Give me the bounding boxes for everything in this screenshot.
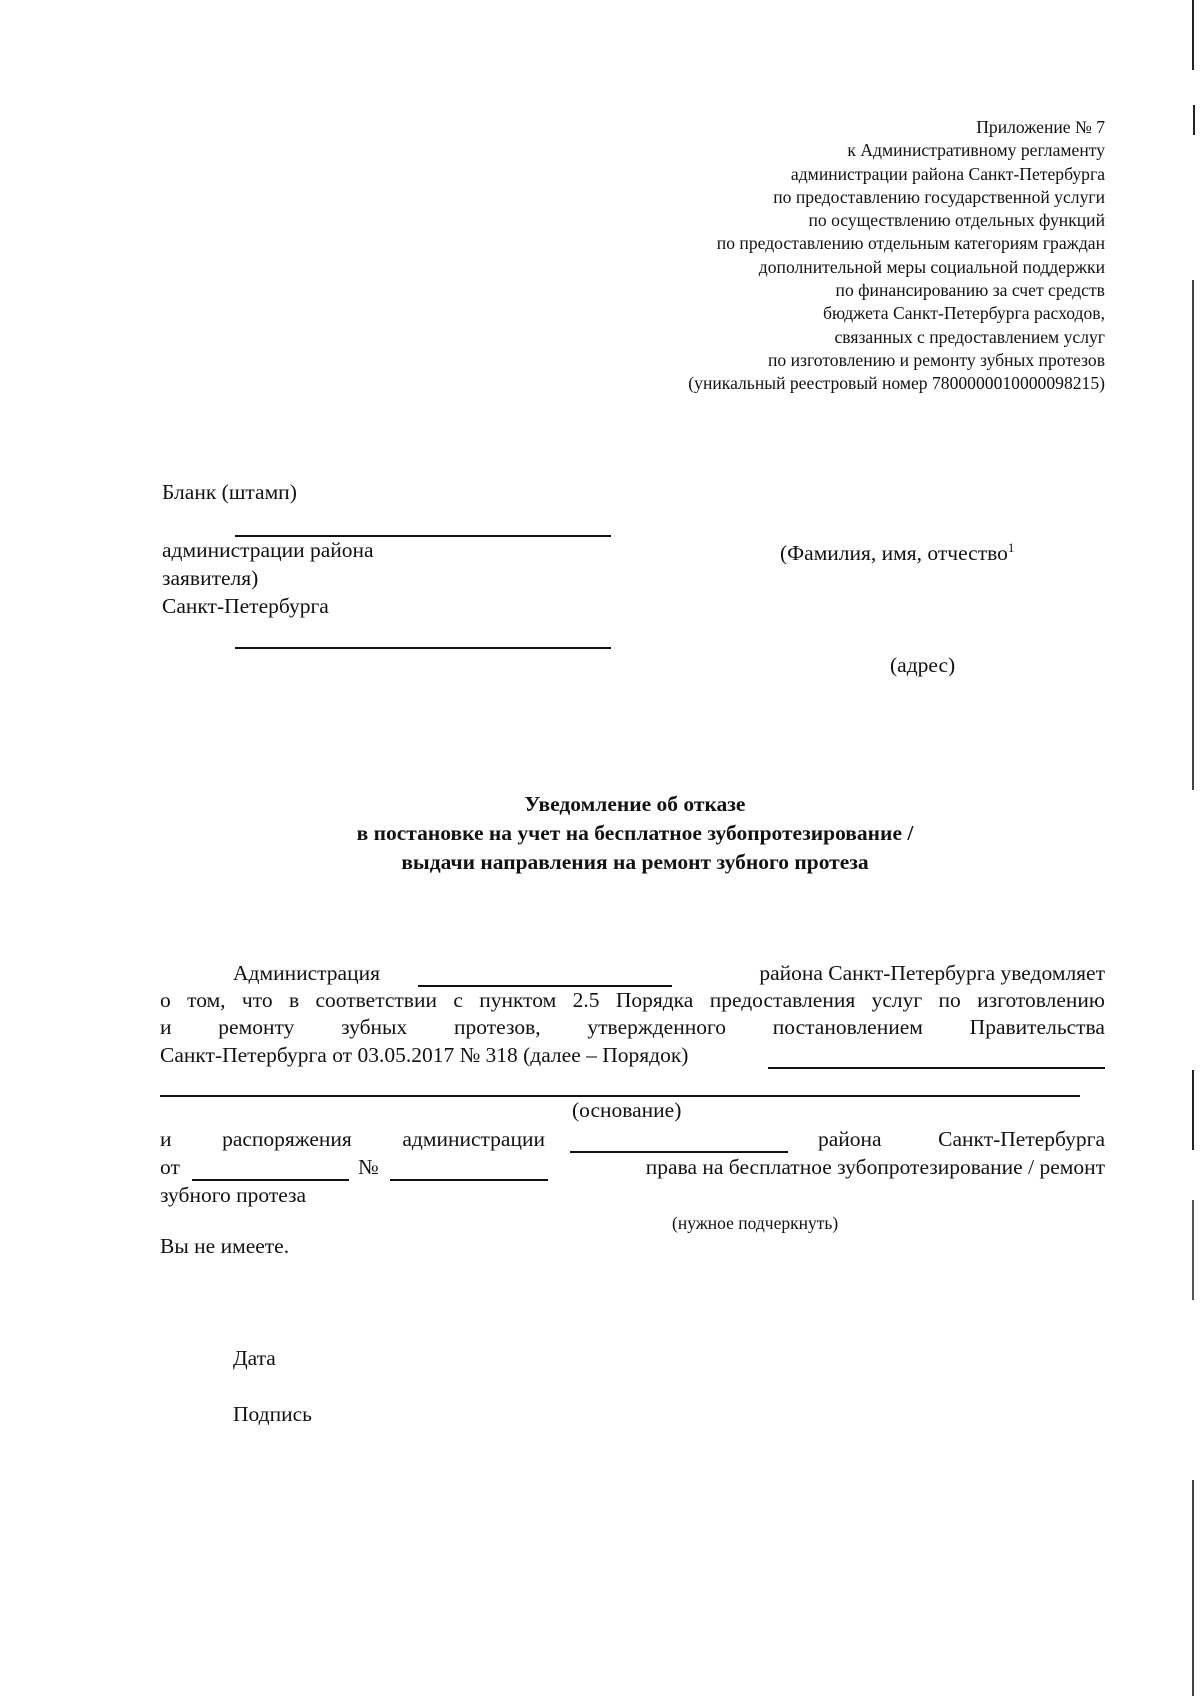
underline-note: (нужное подчеркнуть) xyxy=(672,1213,839,1233)
scan-edge-mark xyxy=(1193,105,1195,135)
appendix-line: по предоставлению отдельным категориям граждан xyxy=(716,233,1105,254)
stamp-line-top xyxy=(235,535,611,537)
title-line-1: Уведомление об отказе xyxy=(524,792,746,816)
scan-edge-mark xyxy=(1192,0,1194,70)
body-word: постановлением xyxy=(772,1015,923,1039)
recipient-address: (адрес) xyxy=(890,653,956,677)
body-line-5-left xyxy=(160,1127,545,1152)
body-line-5-right xyxy=(818,1127,1105,1152)
recipient-fio-text: (Фамилия, имя, отчество xyxy=(780,541,1008,566)
city-label: Санкт-Петербурга xyxy=(162,594,329,618)
admin-order-blank xyxy=(570,1151,788,1153)
body-word: района xyxy=(818,1127,882,1151)
body-line-7: зубного протеза xyxy=(160,1183,307,1207)
appendix-line: дополнительной меры социальной поддержки xyxy=(758,256,1105,277)
body-line-2: о том, что в соответствии с пунктом 2.5 Порядка предоставления услуг по изготовлению xyxy=(160,988,1105,1012)
body-word: протезов, xyxy=(454,1015,541,1039)
appendix-line: по предоставлению государственной услуги xyxy=(773,186,1105,207)
number-blank xyxy=(390,1179,548,1181)
body-number-sign: № xyxy=(358,1155,379,1179)
scan-edge-mark xyxy=(1192,1200,1194,1300)
scan-edge-mark xyxy=(1192,1480,1194,1696)
order-blank xyxy=(768,1067,1105,1069)
appendix-line: связанных с предоставлением услуг xyxy=(834,326,1105,347)
body-rights-text: права на бесплатное зубопротезирование / ремонт xyxy=(645,1155,1105,1179)
body-word: и xyxy=(160,1015,172,1039)
notice-title xyxy=(160,790,1110,877)
appendix-header xyxy=(545,116,1105,396)
body-from: от xyxy=(160,1155,180,1179)
body-word: распоряжения xyxy=(222,1127,352,1151)
body-word: Санкт-Петербурга xyxy=(938,1127,1105,1151)
title-line-2: в постановке на учет на бесплатное зубопротезирование / xyxy=(356,821,914,845)
date-blank xyxy=(192,1179,349,1181)
scan-edge-mark xyxy=(1192,280,1194,790)
signature-label: Подпись xyxy=(233,1402,312,1426)
appendix-line: Приложение № 7 xyxy=(976,117,1105,137)
appendix-line: по финансированию за счет средств xyxy=(835,280,1105,301)
scan-edge-mark xyxy=(1192,1070,1194,1150)
admin-label: администрации района xyxy=(162,538,374,562)
recipient-fio xyxy=(780,540,1014,566)
body-line-4: Санкт-Петербурга от 03.05.2017 № 318 (далее – Порядок) xyxy=(160,1043,689,1067)
date-label: Дата xyxy=(233,1346,276,1370)
footnote-marker: 1 xyxy=(1007,540,1015,555)
basis-line xyxy=(160,1095,1080,1097)
applicant-label: заявителя) xyxy=(162,566,259,590)
body-word: и xyxy=(160,1127,172,1151)
appendix-line: (уникальный реестровый номер 7800000010000098215) xyxy=(688,373,1105,394)
basis-label: (основание) xyxy=(572,1098,682,1122)
appendix-line: по осуществлению отдельных функций xyxy=(808,210,1105,231)
body-word: ремонту xyxy=(218,1015,295,1039)
body-notifies: района Санкт-Петербурга уведомляет xyxy=(759,961,1105,985)
stamp-label: Бланк (штамп) xyxy=(162,480,297,504)
body-word: утвержденного xyxy=(587,1015,727,1039)
appendix-line: по изготовлению и ремонту зубных протезов xyxy=(768,349,1105,370)
appendix-line: администрации района Санкт-Петербурга xyxy=(790,163,1105,184)
appendix-line: бюджета Санкт-Петербурга расходов, xyxy=(823,303,1105,324)
body-word: Правительства xyxy=(969,1015,1105,1039)
body-line-8: Вы не имеете. xyxy=(160,1234,290,1258)
stamp-line-bottom xyxy=(235,647,611,649)
body-administration: Администрация xyxy=(233,961,380,985)
body-word: администрации xyxy=(402,1127,545,1151)
appendix-line: к Административному регламенту xyxy=(847,140,1105,161)
title-line-3: выдачи направления на ремонт зубного протеза xyxy=(401,850,869,874)
body-word: зубных xyxy=(341,1015,408,1039)
body-line-3 xyxy=(160,1015,1105,1043)
district-blank xyxy=(418,985,672,987)
